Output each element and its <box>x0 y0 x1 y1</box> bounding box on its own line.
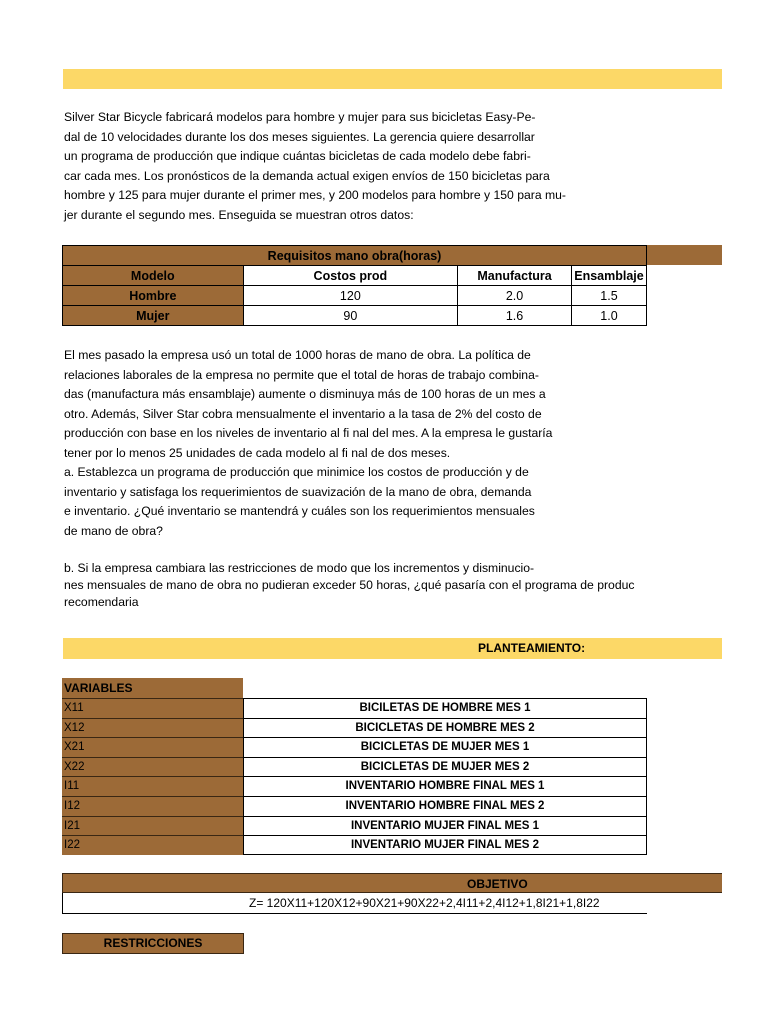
question-b-line: recomendaria <box>64 595 139 609</box>
planteamiento-label: PLANTEAMIENTO: <box>478 641 586 655</box>
variable-row <box>62 776 647 796</box>
variable-code: I22 <box>62 835 243 855</box>
body-line: producción con base en los niveles de inventario al fi nal del mes. A la empresa le gustaría <box>64 426 553 440</box>
variable-code: X12 <box>62 718 243 738</box>
variable-row <box>62 835 647 855</box>
body-line: relaciones laborales de la empresa no permite que el total de horas de trabajo combina- <box>64 367 539 382</box>
variable-code: I11 <box>62 776 243 796</box>
intro-line: Silver Star Bicycle fabricará modelos para hombre y mujer para sus bicicletas Easy-Pe- <box>64 110 536 124</box>
intro-line: un programa de producción que indique cuántas bicicletas de cada modelo debe fabri- <box>64 149 531 163</box>
top-banner <box>63 69 722 89</box>
variable-description: BICICLETAS DE HOMBRE MES 2 <box>243 718 647 738</box>
variable-code: I21 <box>62 816 243 836</box>
table-cell: Hombre <box>63 286 244 306</box>
variable-row <box>62 698 647 718</box>
body-line: El mes pasado la empresa usó un total de 1000 horas de mano de obra. La política de <box>64 348 531 362</box>
table-cell: 90 <box>243 306 458 326</box>
variable-description: BICICLETAS DE MUJER MES 1 <box>243 737 647 757</box>
requirements-table <box>62 245 647 326</box>
table-cell: 120 <box>243 286 458 306</box>
table-row <box>63 286 647 306</box>
variable-description: INVENTARIO MUJER FINAL MES 2 <box>243 835 647 855</box>
variable-description: INVENTARIO MUJER FINAL MES 1 <box>243 816 647 836</box>
body-line: e inventario. ¿Qué inventario se mantendrá y cuáles son los requerimientos mensuales <box>64 504 535 518</box>
variable-code: X22 <box>62 757 243 777</box>
question-b-line: b. Si la empresa cambiara las restricciones de modo que los incrementos y disminucio- <box>64 561 535 575</box>
table-cell: 1.5 <box>571 286 646 306</box>
variable-row <box>62 718 647 738</box>
variable-description: BICICLETAS DE MUJER MES 2 <box>243 757 647 777</box>
intro-line: hombre y 125 para mujer durante el primer mes, y 200 modelos para hombre y 150 para mu- <box>64 188 566 202</box>
table-header-fill <box>646 245 722 265</box>
question-b-line: nes mensuales de mano de obra no pudieran exceder 50 horas, ¿qué pasaría con el programa de produc <box>64 578 635 592</box>
body-line: das (manufactura más ensamblaje) aumente o disminuya más de 100 horas de un mes a <box>64 387 546 401</box>
intro-line: dal de 10 velocidades durante los dos meses siguientes. La gerencia quiere desarrollar <box>64 129 535 144</box>
objetivo-label: OBJETIVO <box>467 877 528 891</box>
variables-header: VARIABLES <box>62 678 243 698</box>
variable-code: I12 <box>62 796 243 816</box>
variable-description: INVENTARIO HOMBRE FINAL MES 1 <box>243 776 647 796</box>
table-row <box>63 306 647 326</box>
variable-row <box>62 816 647 836</box>
body-line: otro. Además, Silver Star cobra mensualmente el inventario a la tasa de 2% del costo de <box>64 406 542 421</box>
body-line: tener por lo menos 25 unidades de cada modelo al fi nal de dos meses. <box>64 445 451 460</box>
variable-row <box>62 737 647 757</box>
table-group-header: Requisitos mano obra(horas) <box>63 246 647 266</box>
table-cell: 1.6 <box>458 306 572 326</box>
table-header-cell: Manufactura <box>458 266 572 286</box>
intro-paragraph <box>64 108 664 225</box>
objective-function <box>62 893 647 914</box>
variable-description: BICILETAS DE HOMBRE MES 1 <box>243 698 647 718</box>
intro-line: jer durante el segundo mes. Enseguida se muestran otros datos: <box>64 207 414 222</box>
variable-row <box>62 796 647 816</box>
body-line: a. Establezca un programa de producción que minimice los costos de producción y de <box>64 465 529 479</box>
table-cell: 1.0 <box>571 306 646 326</box>
restricciones-header: RESTRICCIONES <box>62 933 244 954</box>
variable-code: X11 <box>62 698 243 718</box>
intro-line: car cada mes. Los pronósticos de la demanda actual exigen envíos de 150 bicicletas para <box>64 168 550 183</box>
table-cell: Mujer <box>63 306 244 326</box>
variable-code: X21 <box>62 737 243 757</box>
table-header-cell: Costos prod <box>243 266 458 286</box>
variable-row <box>62 757 647 777</box>
table-cell: 2.0 <box>458 286 572 306</box>
variable-description: INVENTARIO HOMBRE FINAL MES 2 <box>243 796 647 816</box>
planteamiento-bar <box>63 638 722 659</box>
objective-function-text: Z= 120X11+120X12+90X21+90X22+2,4I11+2,4I12+1,8I21+1,8I22 <box>249 896 600 910</box>
body-line: inventario y satisfaga los requerimientos de suavización de la mano de obra, demanda <box>64 484 532 499</box>
body-line: de mano de obra? <box>64 523 163 538</box>
problem-paragraph <box>64 346 664 541</box>
table-header-cell: Modelo <box>63 266 244 286</box>
objetivo-bar <box>62 873 722 893</box>
question-b <box>64 560 648 611</box>
table-header-cell: Ensamblaje <box>571 266 646 286</box>
